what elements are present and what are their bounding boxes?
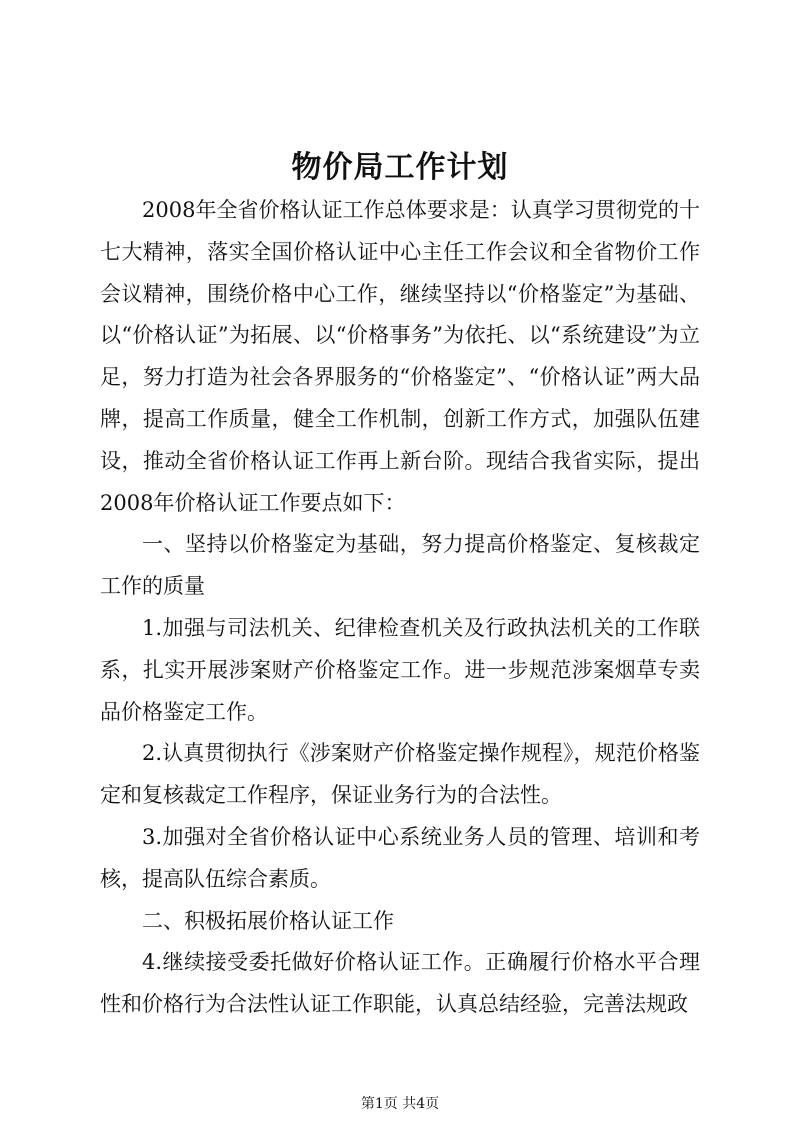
section-heading-2: 二、积极拓展价格认证工作: [142, 908, 394, 933]
paragraph-item-4: 4.继续接受委托做好价格认证工作。正确履行价格水平合理性和价格行为合法性认证工作职能，认真总结经验，完善法规政: [100, 950, 700, 1017]
paragraph-item-3: 3.加强对全省价格认证中心系统业务人员的管理、培训和考核，提高队伍综合素质。: [100, 824, 700, 891]
paragraph-intro: 2008年全省价格认证工作总体要求是：认真学习贯彻党的十七大精神，落实全国价格认证中心主任工作会议和全省物价工作会议精神，围绕价格中心工作，继续坚持以“价格鉴定”为基础、以“价格认证”为拓展、以“价格事务”为依托、以“系统建设”为立足，努力打造为社会各界服务的“价格鉴定”、“价格认证”两大品牌，提高工作质量，健全工作机制，创新工作方式，加强队伍建设，推动全省价格认证工作再上新台阶。现结合我省实际，提出2008年价格认证工作要点如下：: [100, 198, 700, 515]
paragraph-item-1: 1.加强与司法机关、纪律检查机关及行政执法机关的工作联系，扎实开展涉案财产价格鉴定工作。进一步规范涉案烟草专卖品价格鉴定工作。: [100, 615, 700, 724]
page-footer: 第1页 共4页: [360, 1096, 440, 1112]
paragraph-item-2: 2.认真贯彻执行《涉案财产价格鉴定操作规程》，规范价格鉴定和复核裁定工作程序，保证业务行为的合法性。: [100, 741, 700, 808]
section-heading-1: 一、坚持以价格鉴定为基础，努力提高价格鉴定、复核裁定工作的质量: [100, 532, 700, 599]
document-body: [100, 190, 700, 1026]
document-title: 物价局工作计划: [291, 150, 509, 185]
